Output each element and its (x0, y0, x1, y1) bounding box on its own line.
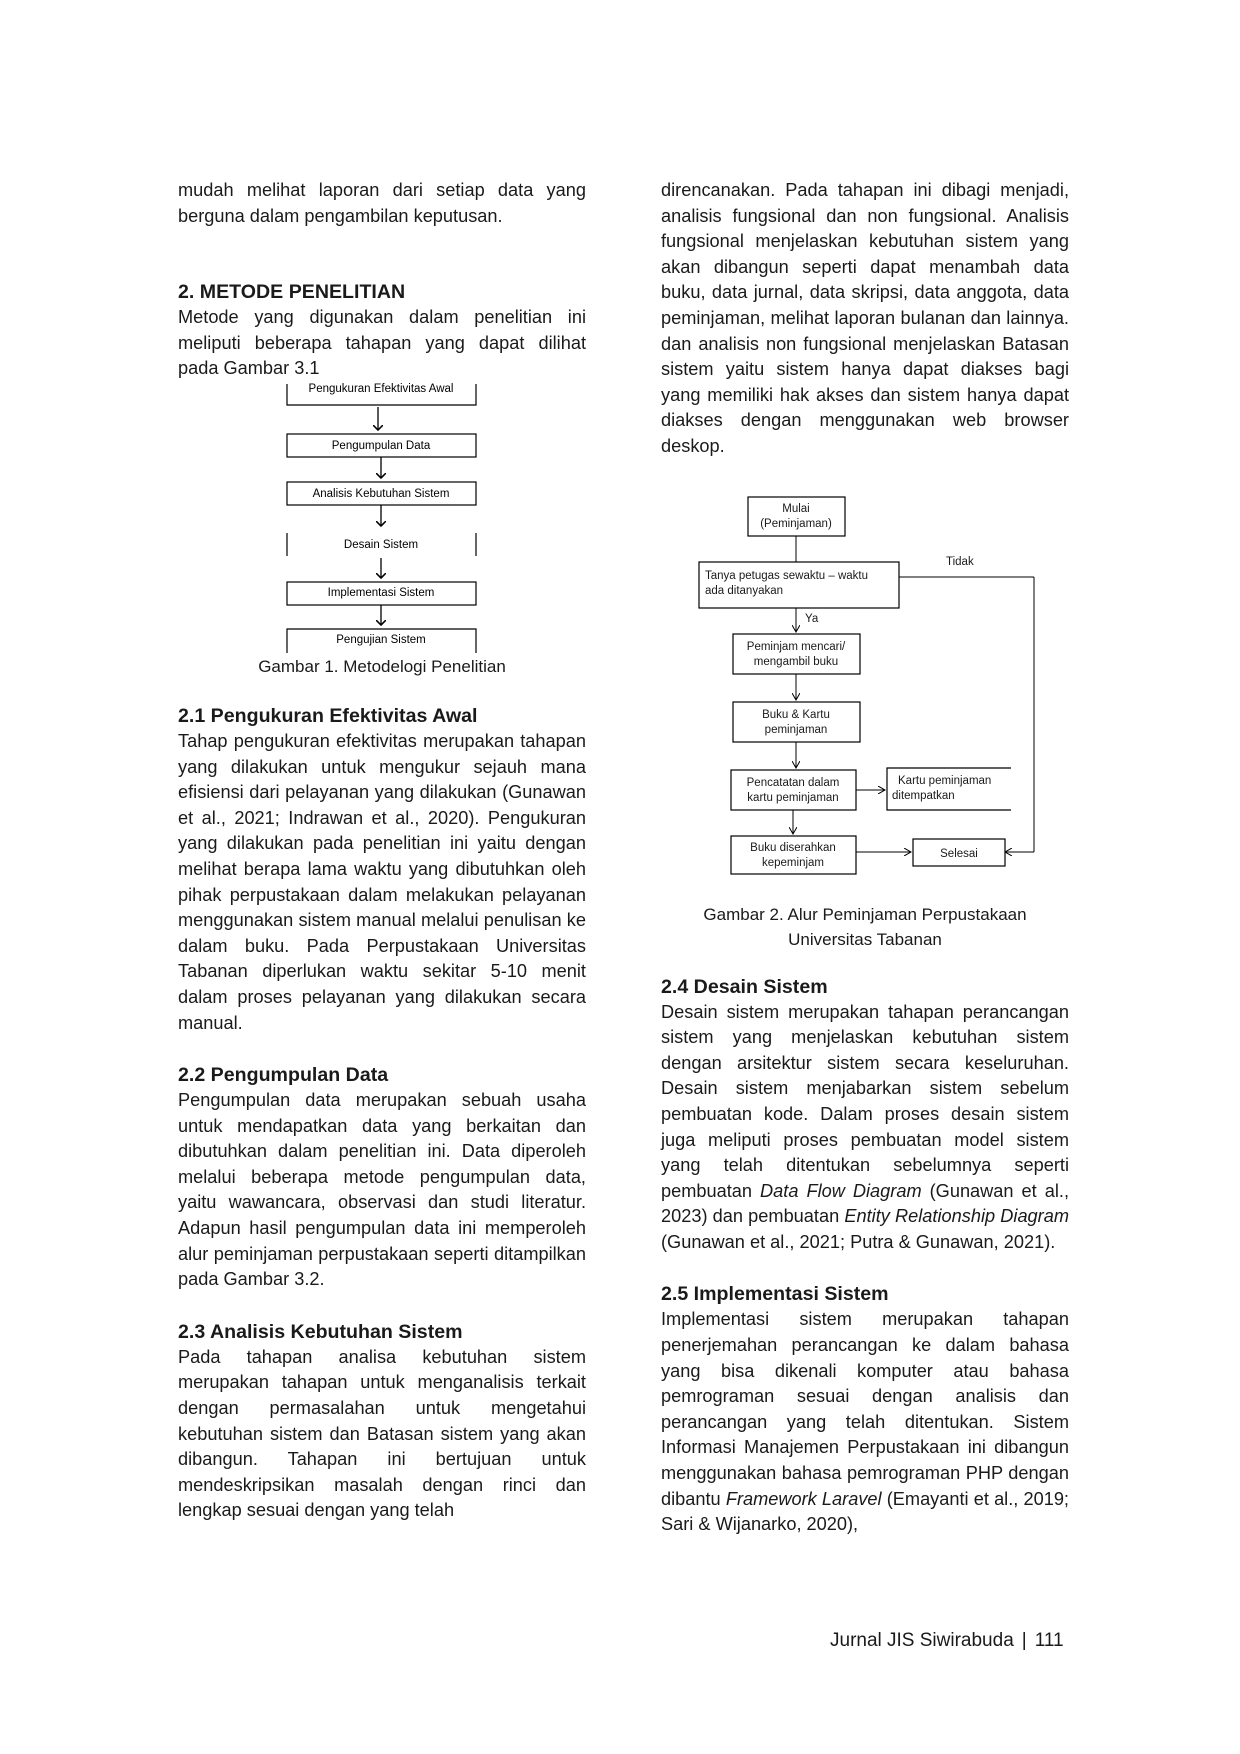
step-label-5: Implementasi Sistem (327, 586, 435, 599)
flow-box-pencatatan (731, 770, 856, 810)
left-column (178, 178, 586, 1524)
flow-start-label-2: (Peminjaman) (760, 517, 832, 530)
footer-separator: | (1021, 1630, 1027, 1651)
flow-end-label: Selesai (940, 847, 978, 860)
figure-2-caption-line-1: Gambar 2. Alur Peminjaman Perpustakaan (703, 904, 1027, 924)
term-framework-laravel: Framework Laravel (725, 1488, 882, 1509)
figure-metodologi-flowchart (178, 382, 586, 654)
paragraph-2-5-part-a: Implementasi sistem merupakan tahapan penerjemahan perancangan ke dalam bahasa yang bisa dikenali komputer atau bahasa pemrograman sesuai dengan analisis dan perancangan yang telah ditentukan. Sistem Informasi Manajemen Perpustakaan ini dibangun menggunakan bahasa pemrograman PHP dengan dibantu (661, 1309, 1069, 1509)
flow-box-cari-buku-label-1: Peminjam mencari/ (746, 640, 846, 653)
flow-box-buku-kartu-label-1: Buku & Kartu (762, 708, 830, 721)
right-column (661, 178, 1069, 1538)
flow-box-kartu-ditempatkan-label-1: Kartu peminjaman (898, 774, 992, 787)
step-label-1: Pengukuran Efektivitas Awal (308, 382, 454, 395)
flow-box-buku-kartu (733, 702, 860, 742)
page-footer (830, 1630, 1070, 1652)
paragraph-2-4 (661, 1000, 1069, 1256)
paragraph-2-5-part-b: (Emayanti et al., 2019; Sari & Wijanarko, 2020), (661, 1488, 1069, 1535)
flow-box-cari-buku-label-2: mengambil buku (753, 655, 839, 668)
flow-box-cari-buku (733, 634, 860, 674)
paragraph-2-2: Pengumpulan data merupakan sebuah usaha untuk mendapatkan data yang berkaitan dan dibutuhkan dalam penelitian ini. Data diperoleh melalui beberapa metode pengumpulan data, yaitu wawancara, observasi dan studi literatur. Adapun hasil pengumpulan data ini memperoleh alur peminjaman perpustakaan seperti ditampilkan pada Gambar 3.2. (178, 1090, 586, 1290)
paragraph-2-3: Pada tahapan analisa kebutuhan sistem merupakan tahapan untuk menganalisis terkait dengan permasalahan untuk mengetahui kebutuhan sistem dan Batasan sistem yang akan dibangun. Tahapan ini bertujuan untuk mendeskripsikan masalah dengan rinci dan lengkap sesuai dengan yang telah (178, 1346, 586, 1521)
flow-decision-label-2: ada ditanyakan (705, 584, 784, 597)
paragraph-metode: Metode yang digunakan dalam penelitian ini meliputi beberapa tahapan yang dapat dilihat pada Gambar 3.1 (178, 307, 586, 379)
metodologi-diagram (178, 382, 586, 654)
paragraph-2-4-part-c: (Gunawan et al., 2021; Putra & Gunawan, 2021). (661, 1231, 1056, 1252)
heading-2-4: 2.4 Desain Sistem (661, 975, 828, 998)
paragraph-2-5 (661, 1307, 1069, 1537)
step-label-3: Analisis Kebutuhan Sistem (312, 487, 450, 500)
flow-box-pencatatan-label-1: Pencatatan dalam (746, 776, 840, 789)
step-label-4: Desain Sistem (343, 538, 419, 551)
page-number: 111 (1034, 1630, 1064, 1651)
heading-2-5: 2.5 Implementasi Sistem (661, 1283, 889, 1306)
heading-metode-penelitian: 2. METODE PENELITIAN (178, 281, 406, 304)
journal-name: Jurnal JIS Siwirabuda (830, 1630, 1014, 1651)
flow-box-buku-kartu-label-2: peminjaman (764, 723, 828, 736)
paragraph-2-4-part-a: Desain sistem merupakan tahapan perancangan sistem yang menjelaskan kebutuhan sistem dengan arsitektur sistem secara keseluruhan. Desain sistem menjabarkan sistem sebelum pembuatan kode. Dalam proses desain sistem juga meliputi proses pembuatan model sistem yang telah ditentukan sebelumnya seperti pembuatan (661, 1001, 1069, 1201)
paragraph-2-4-part-b: (Gunawan et al., 2023) dan pembuatan (661, 1180, 1069, 1227)
flow-box-buku-diserahkan-label-1: Buku diserahkan (750, 841, 836, 854)
alur-peminjaman-diagram (661, 482, 1069, 902)
paragraph-2-1: Tahap pengukuran efektivitas merupakan tahapan yang dilakukan untuk mengukur sejauh mana efisiensi dari pelayanan yang dilakukan (Gunawan et al., 2021; Indrawan et al., 2020). Pengukuran yang dilakukan pada penelitian ini yaitu dengan melihat berapa lama waktu yang dibutuhkan oleh pihak perpustakaan dalam melakukan pelayanan menggunakan sistem manual melalui penulisan ke dalam buku. Pada Perpustakaan Universitas Tabanan diperlukan waktu sekitar 5-10 menit dalam proses pelayanan yang dilakukan secara manual. (178, 730, 586, 1033)
heading-2-2: 2.2 Pengumpulan Data (178, 1064, 389, 1087)
flow-box-pencatatan-label-2: kartu peminjaman (747, 791, 839, 804)
figure-1-caption: Gambar 1. Metodelogi Penelitian (258, 656, 506, 676)
flow-label-yes: Ya (805, 612, 819, 625)
term-entity-relationship-diagram: Entity Relationship Diagram (844, 1206, 1069, 1227)
figure-alur-peminjaman-flowchart (661, 482, 1069, 902)
paragraph-analisis-continued: direncanakan. Pada tahapan ini dibagi menjadi, analisis fungsional dan non fungsional. Analisis fungsional menjelaskan kebutuhan sistem yang akan dibangun seperti dapat menambah data buku, data jurnal, data skripsi, data anggota, data peminjaman, melihat laporan bulanan dan lainnya. dan analisis non fungsional menjelaskan Batasan sistem yaitu sistem hanya dapat diakses bagi yang memiliki hak akses dan sistem hanya dapat diakses dengan menggunakan web browser deskop. (661, 180, 1069, 456)
flow-box-buku-diserahkan-label-2: kepeminjam (762, 856, 824, 869)
figure-2-caption-line-2: Universitas Tabanan (788, 929, 942, 949)
heading-2-1: 2.1 Pengukuran Efektivitas Awal (178, 704, 478, 727)
flow-decision-label-1: Tanya petugas sewaktu – waktu (705, 569, 869, 582)
flow-box-kartu-ditempatkan-label-2: ditempatkan (892, 789, 955, 802)
flow-label-no: Tidak (946, 555, 974, 568)
step-label-6: Pengujian Sistem (336, 633, 426, 646)
step-label-2: Pengumpulan Data (331, 439, 431, 452)
heading-2-3: 2.3 Analisis Kebutuhan Sistem (178, 1320, 463, 1343)
paragraph-intro-end: mudah melihat laporan dari setiap data yang berguna dalam pengambilan keputusan. (178, 180, 586, 226)
term-data-flow-diagram: Data Flow Diagram (760, 1180, 922, 1201)
flow-start-label-1: Mulai (782, 502, 810, 515)
